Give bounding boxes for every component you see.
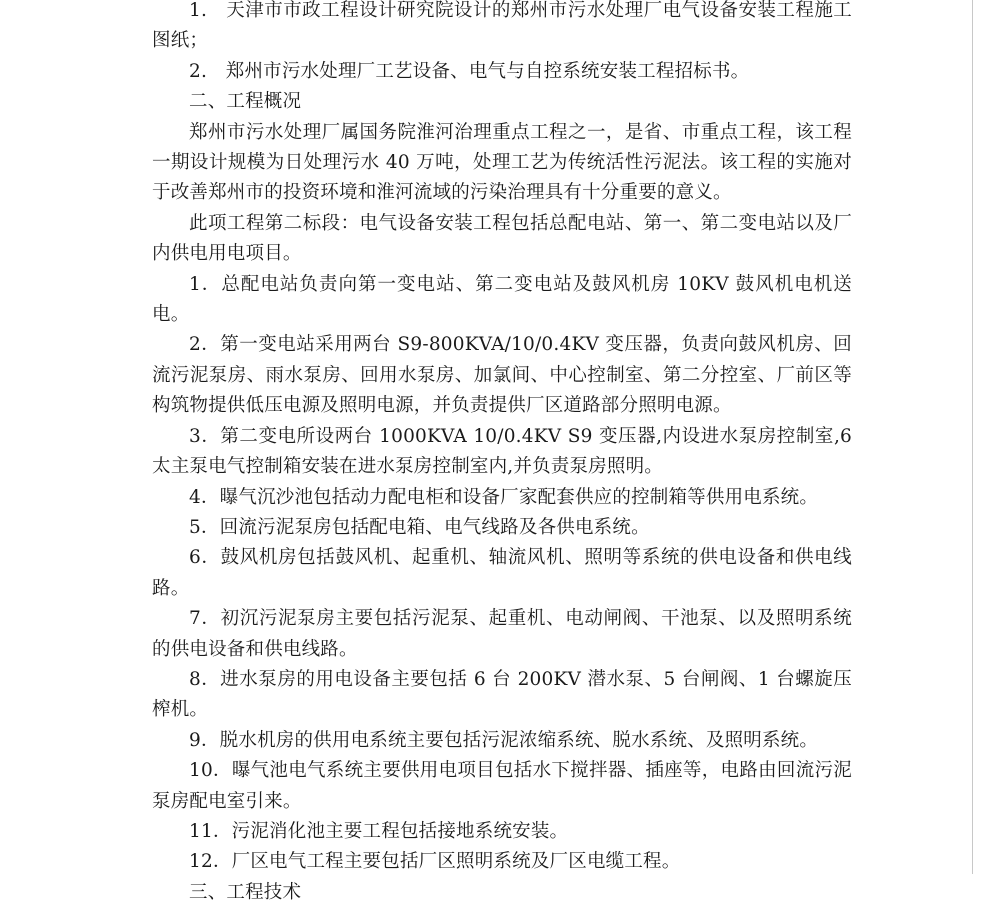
page-edge: [972, 0, 973, 874]
list-item: 8．进水泵房的用电设备主要包括 6 台 200KV 潜水泵、5 台闸阀、1 台螺旋压榨机。: [152, 668, 852, 721]
list-item: 4．曝气沉沙池包括动力配电柜和设备厂家配套供应的控制箱等供用电系统。: [189, 486, 819, 508]
reference-item-1: 1. 天津市市政工程设计研究院设计的郑州市污水处理厂电气设备安装工程施工图纸；: [152, 0, 852, 52]
list-item: 11．污泥消化池主要工程包括接地系统安装。: [189, 820, 569, 842]
list-item: 7．初沉污泥泵房主要包括污泥泵、起重机、电动闸阀、干池泵、以及照明系统的供电设备和供电线路。: [152, 608, 852, 660]
list-item: 2．第一变电站采用两台 S9-800KVA/10/0.4KV 变压器，负责向鼓风机房、回流污泥泵房、雨水泵房、回用水泵房、加氯间、中心控制室、第二分控室、厂前区等构筑物提供低压电源及照明电源，并负责提供厂区道路部分照明电源。: [152, 334, 852, 417]
list-item: 9．脱水机房的供用电系统主要包括污泥浓缩系统、脱水系统、及照明系统。: [189, 729, 819, 751]
list-item: 1．总配电站负责向第一变电站、第二变电站及鼓风机房 10KV 鼓风机电机送电。: [152, 273, 852, 326]
list-item: 12．厂区电气工程主要包括厂区照明系统及厂区电缆工程。: [189, 851, 681, 873]
list-item: 6．鼓风机房包括鼓风机、起重机、轴流风机、照明等系统的供电设备和供电线路。: [152, 547, 852, 599]
list-item: 10．曝气池电气系统主要供用电项目包括水下搅拌器、插座等，电路由回流污泥泵房配电室引来。: [152, 760, 852, 812]
scope-paragraph: 此项工程第二标段：电气设备安装工程包括总配电站、第一、第二变电站以及厂内供电用电项目。: [152, 212, 852, 265]
list-item: 5．回流污泥泵房包括配电箱、电气线路及各供电系统。: [189, 516, 650, 538]
section-heading: 二、工程概况: [189, 91, 302, 113]
document-body: [152, 0, 852, 900]
cut-off-heading: 三、工程技术: [189, 881, 302, 900]
list-item: 3．第二变电所设两台 1000KVA 10/0.4KV S9 变压器,内设进水泵房控制室,6太主泵电气控制箱安装在进水泵房控制室内,并负责泵房照明。: [152, 425, 852, 478]
overview-paragraph: 郑州市污水处理厂属国务院淮河治理重点工程之一，是省、市重点工程，该工程一期设计规模为日处理污水 40 万吨，处理工艺为传统活性污泥法。该工程的实施对于改善郑州市的投资环境和淮河流域的污染治理具有十分重要的意义。: [152, 121, 852, 204]
reference-item-2: 2. 郑州市污水处理厂工艺设备、电气与自控系统安装工程招标书。: [189, 60, 750, 82]
